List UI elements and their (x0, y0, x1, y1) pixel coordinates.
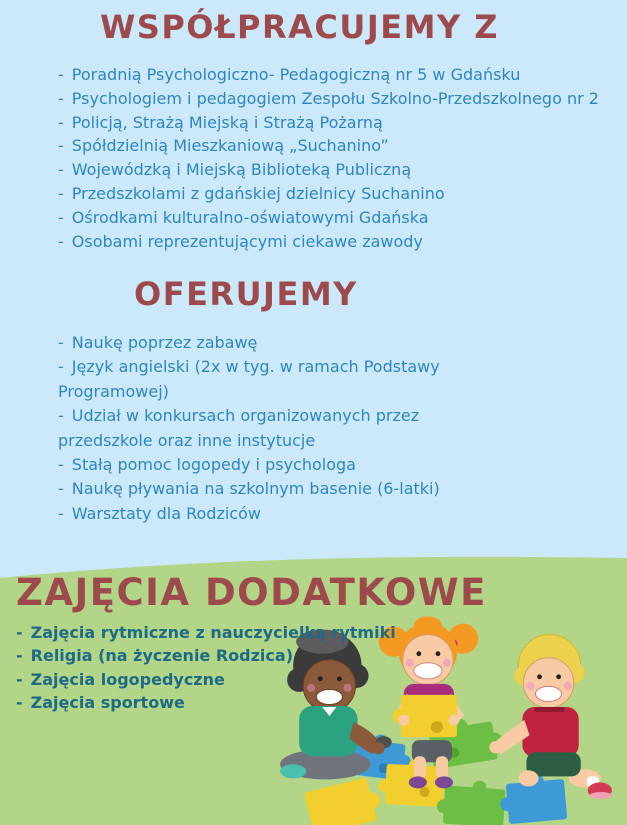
puzzle-piece-yellow (304, 775, 387, 825)
bullet-dash: - (16, 669, 23, 689)
list-item (58, 63, 618, 87)
list-item-text: Stałą pomoc logopedy i psychologa (71, 455, 356, 475)
list-item (58, 182, 618, 206)
bullet-dash: - (16, 646, 23, 666)
bullet-dash: - (58, 88, 64, 108)
list-item-text: Udział w konkursach organizowanych przez przedszkole oraz inne instytucje (58, 406, 420, 450)
child-right (489, 635, 612, 799)
list-item-text: Ośrodkami kulturalno-oświatowymi Gdańska (71, 207, 429, 227)
list-item (58, 111, 618, 135)
bullet-dash: - (58, 231, 64, 251)
bullet-dash: - (58, 183, 64, 203)
bullet-dash: - (58, 136, 64, 156)
list-item (58, 355, 482, 404)
list-item (58, 404, 482, 453)
list-item-text: Język angielski (2x w tyg. w ramach Podstawy Programowej) (58, 357, 440, 401)
list-item (16, 621, 456, 644)
list-item (16, 644, 456, 667)
offer-list (58, 331, 482, 526)
list-item (16, 668, 456, 691)
list-item (16, 691, 456, 714)
list-item (58, 477, 482, 501)
bullet-dash: - (58, 112, 64, 132)
list-item (58, 158, 618, 182)
bullet-dash: - (16, 692, 23, 712)
bullet-dash: - (58, 455, 64, 475)
bullet-dash: - (58, 333, 64, 352)
bullet-dash: - (58, 503, 64, 523)
list-item-text: Naukę pływania na szkolnym basenie (6-latki) (71, 479, 440, 499)
list-item-text: Wojewódzką i Miejską Biblioteką Publiczną (71, 160, 412, 180)
list-item-text: Zajęcia logopedyczne (30, 669, 225, 689)
list-item (58, 502, 482, 526)
list-item-text: Warsztaty dla Rodziców (71, 503, 261, 523)
bullet-dash: - (58, 65, 64, 84)
section-heading-zajecia-dodatkowe: ZAJĘCIA DODATKOWE (16, 571, 487, 614)
list-item-text: Osobami reprezentującymi ciekawe zawody (71, 231, 423, 251)
list-item (58, 87, 618, 111)
bullet-dash: - (58, 160, 64, 180)
list-item-text: Religia (na życzenie Rodzica) (30, 646, 293, 666)
list-item (58, 453, 482, 477)
list-item-text: Zajęcia rytmiczne z nauczycielką rytmiki (30, 623, 396, 642)
section-heading-wspolpracujemy: WSPÓŁPRACUJEMY Z (100, 8, 499, 46)
list-item-text: Policją, Strażą Miejską i Strażą Pożarną (71, 112, 383, 132)
bullet-dash: - (58, 406, 64, 426)
list-item-text: Psychologiem i pedagogiem Zespołu Szkolno-Przedszkolnego nr 2 (71, 88, 599, 108)
list-item-text: Zajęcia sportowe (30, 692, 185, 712)
extra-activities-list (16, 621, 456, 714)
list-item-text: Naukę poprzez zabawę (71, 333, 258, 352)
list-item (58, 331, 482, 355)
list-item (58, 134, 618, 158)
list-item-text: Spółdzielnią Mieszkaniową „Suchanino” (71, 136, 389, 156)
list-item-text: Poradnią Psychologiczno- Pedagogiczną nr 5 w Gdańsku (71, 65, 521, 84)
list-item (58, 206, 618, 230)
section-heading-oferujemy: OFERUJEMY (134, 275, 358, 313)
bullet-dash: - (16, 623, 23, 642)
bullet-dash: - (58, 479, 64, 499)
list-item-text: Przedszkolami z gdańskiej dzielnicy Suchanino (71, 183, 445, 203)
bullet-dash: - (58, 357, 64, 377)
list-item (58, 230, 618, 254)
collaboration-list (58, 63, 618, 253)
bullet-dash: - (58, 207, 64, 227)
